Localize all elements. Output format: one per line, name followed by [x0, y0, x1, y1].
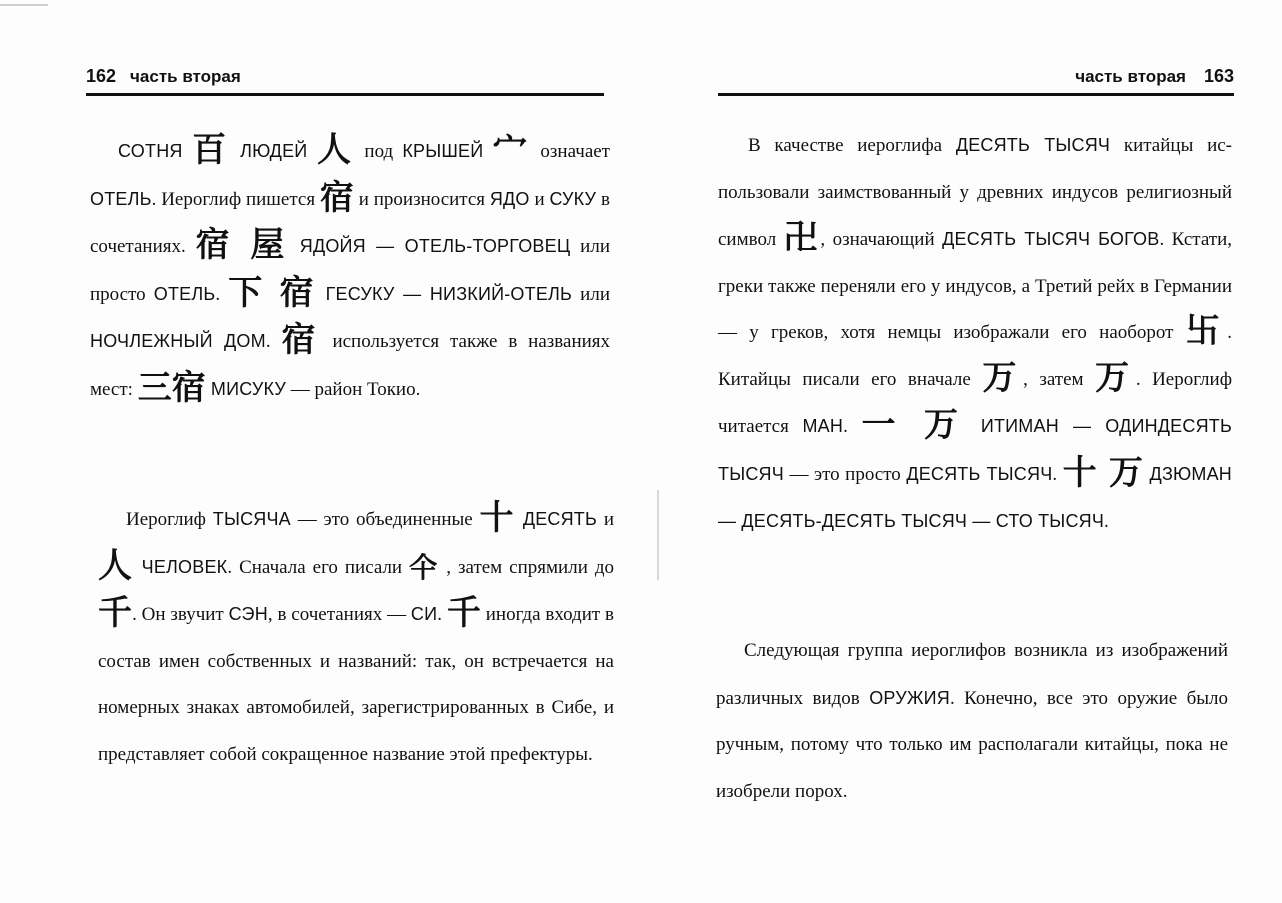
emphasized-term: ДЕСЯТЬ ТЫСЯЧ	[906, 463, 1053, 484]
body-text: . Сначала его писали	[227, 556, 410, 578]
body-text: и	[529, 188, 550, 210]
body-text: и произносится	[353, 188, 490, 210]
emphasized-term: СЭН	[228, 604, 268, 624]
hieroglyph: 卍	[783, 218, 821, 258]
hieroglyph: 万	[982, 357, 1024, 398]
body-text: под	[355, 141, 403, 162]
body-text: .	[265, 331, 282, 352]
hieroglyph: 宿 屋	[195, 225, 290, 265]
body-text: . Кстати, греки также переняли его у индусов, а Третий рейх в Германии — у греков, хотя немцы изображали его наоборот	[718, 229, 1233, 343]
body-text: в сочетаниях.	[90, 188, 610, 257]
emphasized-term: ОРУЖИЯ	[869, 687, 951, 708]
emphasized-term: ОТЕЛЬ	[90, 188, 152, 209]
emphasized-term: ДЕСЯТЬ ТЫСЯЧ	[955, 135, 1111, 155]
body-text: — это объединенные	[290, 509, 480, 530]
emphasized-term: ЛЮДЕЙ	[230, 141, 317, 161]
hieroglyph: 三宿	[137, 367, 206, 408]
right-paragraph-2	[716, 628, 1228, 815]
body-text: Иероглиф	[126, 509, 213, 530]
emphasized-term: ЯДО	[489, 188, 530, 209]
hieroglyph: 人	[316, 130, 356, 170]
body-text: , в сочетаниях —	[267, 604, 411, 625]
emphasized-term: СОТНЯ	[118, 141, 193, 161]
body-text: используется также в названиях мест:	[90, 331, 611, 400]
emphasized-term: СИ	[410, 604, 438, 624]
emphasized-term: ЯДОЙЯ — ОТЕЛЬ-ТОРГОВЕЦ	[289, 236, 571, 256]
emphasized-term: ОТЕЛЬ	[153, 283, 216, 304]
emphasized-term: КРЫШЕЙ	[402, 141, 493, 161]
hieroglyph: 仐	[409, 550, 440, 584]
body-text: китайцы использовали заимствованный у древних индусов религиозный символ	[718, 135, 1232, 250]
body-text: или	[572, 283, 610, 305]
hieroglyph: 万	[1095, 357, 1136, 398]
body-text: . Иероглиф пишется	[151, 188, 320, 210]
emphasized-term: ДЕСЯТЬ ТЫСЯЧ БОГОВ	[942, 229, 1160, 249]
emphasized-term: ЧЕЛОВЕК	[134, 556, 228, 577]
header-rule-left	[86, 93, 604, 96]
left-page-header	[86, 66, 604, 96]
emphasized-term: МИСУКУ	[205, 378, 286, 399]
body-text: . Он звучит	[132, 604, 229, 625]
running-head-right: часть вторая	[1075, 67, 1186, 86]
body-text: , затем спрямили до	[439, 556, 614, 578]
right-page-header	[718, 66, 1234, 96]
hieroglyph: 十	[479, 498, 516, 538]
hieroglyph: 宿	[319, 177, 354, 218]
emphasized-term: НОЧЛЕЖНЫЙ ДОМ	[90, 331, 266, 351]
emphasized-term: ИТИМАН — ОДИНДЕСЯТЬ ТЫСЯЧ	[718, 416, 1232, 484]
hieroglyph: 人	[98, 545, 135, 586]
header-rule-right	[718, 93, 1234, 96]
body-text: иногда входит в состав имен собственных и названий: так, он встречается на номерных знаках автомобилей, зарегистрированных в Сибе, и представляет собой сокращенное название этой префектуры.	[98, 604, 614, 765]
body-text: .	[1052, 463, 1063, 485]
hieroglyph: 千	[446, 593, 481, 633]
body-text: и	[597, 509, 615, 530]
body-text: , затем	[1023, 368, 1096, 390]
hieroglyph: 一 万	[861, 405, 967, 445]
body-text: Следующая группа иероглифов возникла из изображений различных видов	[716, 640, 1228, 709]
right-paragraph-1	[718, 122, 1232, 546]
left-page	[0, 0, 640, 903]
left-paragraph-1	[90, 128, 610, 413]
body-text: — это просто	[783, 463, 907, 485]
emphasized-term: ДЗЮМАН — ДЕСЯТЬ-ДЕСЯТЬ ТЫСЯЧ — СТО ТЫСЯЧ	[718, 463, 1232, 531]
hieroglyph: 百	[192, 130, 231, 170]
emphasized-term: ДЕСЯТЬ	[515, 509, 598, 529]
hieroglyph: 宀	[492, 130, 532, 170]
emphasized-term: МАН	[802, 416, 844, 436]
hieroglyph: 下 宿	[228, 272, 318, 313]
hieroglyph: 卐	[1185, 311, 1228, 351]
body-text: .	[215, 283, 229, 305]
body-text: , означающий	[820, 229, 943, 250]
hieroglyph: 宿	[281, 320, 322, 360]
page-number-left: 162	[86, 66, 117, 86]
body-text: . Иероглиф читается	[718, 368, 1233, 437]
emphasized-term: ТЫСЯЧА	[212, 509, 291, 529]
running-head-left: часть вторая	[130, 67, 241, 86]
body-text: .	[437, 604, 447, 625]
emphasized-term: ГЕСУКУ — НИЗКИЙ-ОТЕЛЬ	[317, 283, 573, 304]
left-paragraph-2	[98, 496, 614, 778]
body-text: означает	[531, 141, 610, 162]
left-header-text	[86, 66, 241, 87]
emphasized-term: СУКУ	[549, 188, 597, 209]
hieroglyph: 十 万	[1062, 452, 1144, 493]
body-text: В качестве иероглифа	[748, 135, 956, 156]
body-text: или просто	[90, 236, 610, 305]
hieroglyph: 千	[98, 593, 133, 633]
body-text: .	[1104, 511, 1109, 532]
body-text: . Конечно, все это оружие было ручным, потому что только им располагали китайцы, пока не изобрели порох.	[716, 687, 1228, 802]
right-header-text	[1075, 66, 1234, 87]
body-text: — район Токио.	[286, 378, 421, 400]
body-text: .	[843, 416, 862, 437]
right-page	[640, 0, 1282, 903]
page-number-right: 163	[1203, 66, 1234, 86]
body-text: . Китайцы писали его вначале	[718, 322, 1233, 390]
